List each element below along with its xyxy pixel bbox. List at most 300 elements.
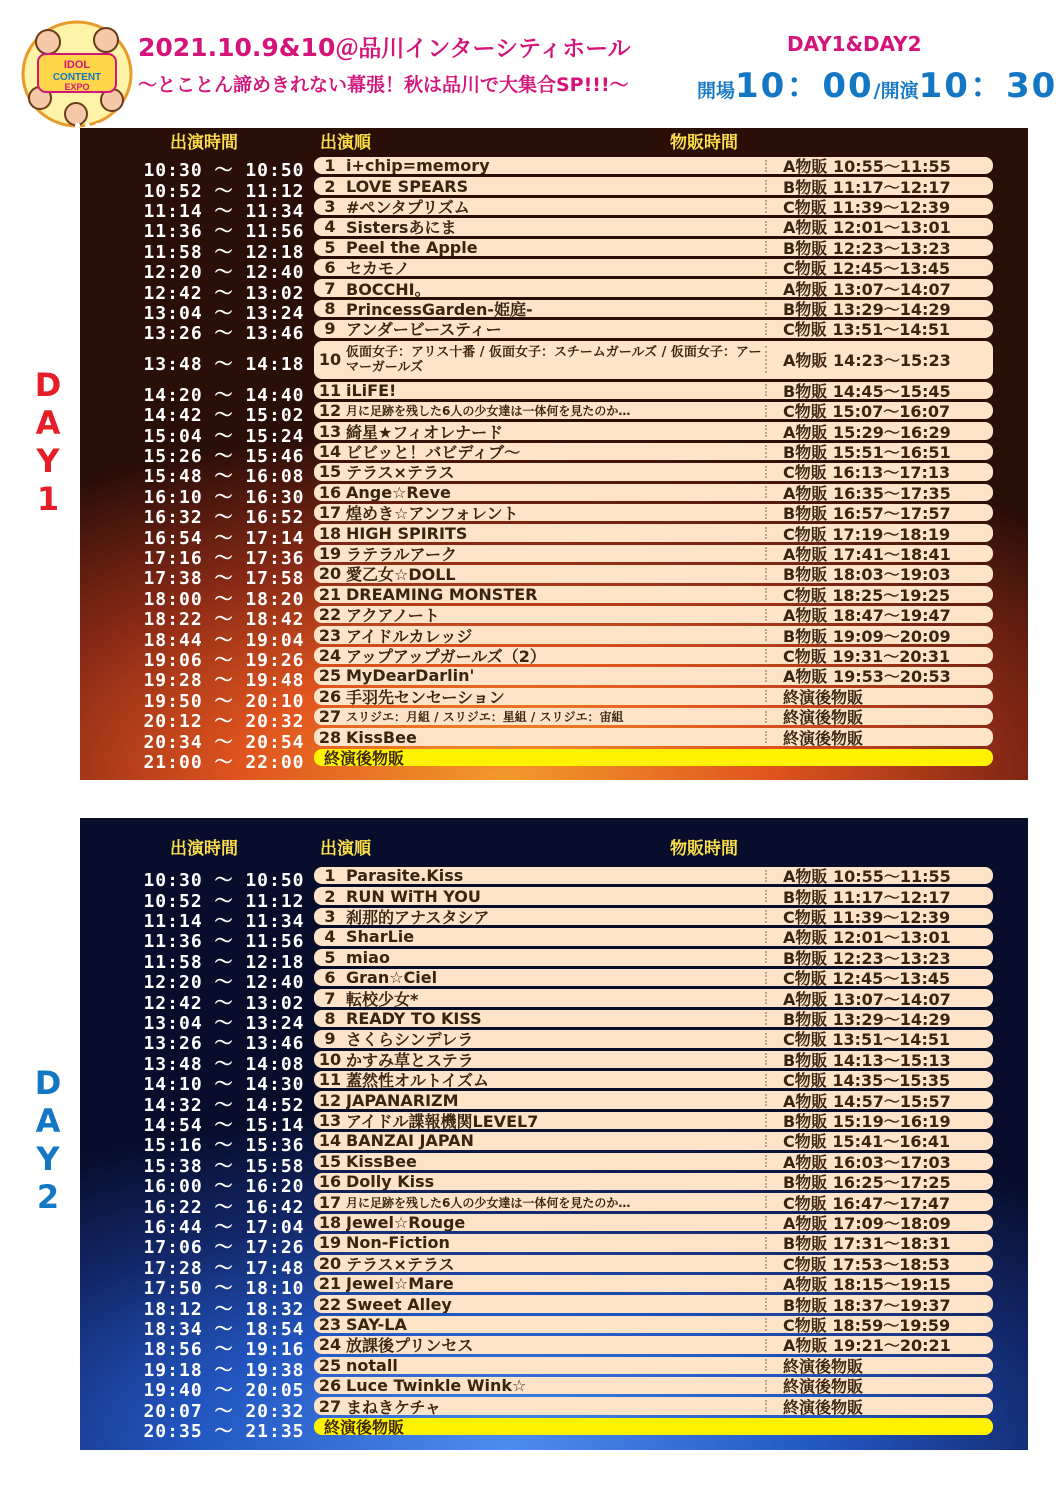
performer-order: 5 (324, 238, 336, 256)
performer-order: 1 (324, 157, 336, 175)
performer-name: READY TO KISS (346, 1009, 482, 1028)
performer-row (314, 1091, 993, 1108)
merch-time: B物販 13:29～14:29 (783, 1010, 951, 1028)
performer-row (314, 402, 993, 419)
performer-row (314, 382, 993, 399)
slot-time: 13:04 ～ 13:24 (143, 303, 305, 324)
merch-time: B物販 19:09～20:09 (783, 626, 951, 644)
performer-row (314, 1255, 993, 1272)
merch-time: C物販 17:19～18:19 (783, 524, 951, 542)
merch-time: A物販 10:55～11:55 (783, 157, 951, 175)
merch-time: B物販 14:45～15:45 (783, 381, 951, 399)
slot-time: 19:40 ～ 20:05 (143, 1380, 305, 1402)
performer-row (314, 1275, 993, 1292)
slot-time: 18:00 ～ 18:20 (143, 588, 305, 610)
slot-time: 21:00 ～ 22:00 (143, 752, 305, 773)
performer-row (314, 157, 993, 174)
performer-name: LOVE SPEARS (346, 177, 469, 195)
performer-name: 愛乙女☆DOLL (346, 565, 456, 583)
slot-time: 17:50 ～ 18:10 (143, 1278, 305, 1300)
day2-label-char: D (34, 1064, 62, 1102)
merch-time: A物販 15:29～16:29 (783, 422, 951, 440)
slot-time: 11:14 ～ 11:34 (143, 911, 305, 932)
merch-time: B物販 16:25～17:25 (783, 1173, 951, 1191)
col-time-header: 出演時間 (170, 839, 238, 859)
performer-name: テラス×テラス (346, 463, 455, 481)
slot-time: 15:04 ～ 15:24 (143, 425, 305, 447)
performer-order: 9 (324, 320, 336, 338)
start-time: 10：30 (918, 66, 1058, 106)
performer-row (314, 259, 993, 276)
performer-name: Peel the Apple (346, 238, 478, 256)
performer-name: miao (346, 948, 390, 966)
merch-time: C物販 15:07～16:07 (783, 402, 951, 420)
performer-order: 16 (318, 1173, 342, 1191)
performer-name: 蓋然性オルトイズム (346, 1071, 490, 1089)
event-venue: ＠品川インターシティホール (335, 36, 631, 62)
performer-order: 17 (318, 504, 342, 522)
performer-row (314, 218, 993, 235)
slot-time: 20:34 ～ 20:54 (143, 731, 305, 753)
day1-label (28, 366, 68, 518)
merch-time: A物販 14:57～15:57 (783, 1091, 951, 1109)
performer-row (314, 1397, 993, 1414)
slot-time: 11:36 ～ 11:56 (143, 221, 305, 243)
slot-time: 16:44 ～ 17:04 (143, 1217, 305, 1238)
col-order-header: 出演順 (320, 839, 371, 859)
slot-time: 14:20 ～ 14:40 (143, 384, 305, 406)
performer-row (314, 586, 993, 603)
performer-order: 8 (324, 299, 336, 318)
performer-order: 23 (318, 1315, 342, 1334)
day2-label (28, 1064, 68, 1216)
performer-order: 14 (318, 1132, 342, 1150)
performer-name: Jewel☆Rouge (346, 1213, 466, 1232)
performer-order: 22 (318, 606, 342, 624)
performer-order: 18 (318, 524, 342, 542)
slot-time: 17:38 ～ 17:58 (143, 568, 305, 590)
performer-name: BOCCHI。 (346, 279, 431, 297)
slot-time: 11:14 ～ 11:34 (143, 201, 305, 222)
performer-row (314, 484, 993, 501)
days-label: DAY1&DAY2 (787, 32, 922, 56)
start-label: 開演 (880, 80, 919, 102)
performer-row (314, 1153, 993, 1170)
performer-name: Sweet Alley (346, 1295, 452, 1313)
performer-order: 7 (324, 989, 336, 1007)
slot-time: 18:22 ～ 18:42 (143, 609, 305, 631)
performer-row (314, 728, 993, 745)
day1-label-char: A (35, 404, 61, 442)
merch-time: B物販 14:13～15:13 (783, 1050, 951, 1068)
slot-time: 17:16 ～ 17:36 (143, 548, 305, 569)
performer-row (314, 1316, 993, 1333)
performer-name: Ange☆Reve (346, 483, 451, 501)
slot-time: 19:18 ～ 19:38 (143, 1359, 305, 1381)
performer-order: 2 (324, 177, 336, 195)
day2-label-char: A (35, 1102, 61, 1140)
slot-time: 19:50 ～ 20:10 (143, 690, 305, 712)
performer-name: MyDearDarlin' (346, 667, 475, 685)
performer-name: かすみ草とステラ (346, 1050, 474, 1068)
performer-row (314, 504, 993, 521)
performer-name: ラテラルアーク (346, 545, 458, 563)
final-merch-text: 終演後物販 (324, 749, 405, 767)
performer-row (314, 928, 993, 945)
performer-order: 17 (318, 1193, 342, 1211)
performer-name: Parasite.Kiss (346, 867, 464, 885)
performer-row (314, 1295, 993, 1312)
performer-name: notall (346, 1356, 398, 1374)
slot-time: 20:12 ～ 20:32 (143, 711, 305, 733)
performer-name: 転校少女* (346, 989, 419, 1007)
performer-name: Non-Fiction (346, 1234, 450, 1252)
slot-time: 15:48 ～ 16:08 (143, 466, 305, 488)
performer-order: 25 (318, 667, 342, 685)
performer-name: DREAMING MONSTER (346, 585, 538, 603)
merch-time: C物販 16:47～17:47 (783, 1193, 951, 1211)
performer-row (314, 565, 993, 582)
performer-row (314, 867, 993, 884)
col-merch-header: 物販時間 (670, 839, 738, 859)
performer-order: 23 (318, 626, 342, 644)
col-merch-header: 物販時間 (670, 133, 738, 153)
slot-time: 18:44 ～ 19:04 (143, 629, 305, 651)
performer-name: RUN WiTH YOU (346, 887, 481, 905)
merch-time: 終演後物販 (783, 1356, 864, 1374)
slot-time: 20:07 ～ 20:32 (143, 1400, 305, 1422)
performer-name: アイドルカレッジ (346, 626, 473, 644)
slot-time: 12:42 ～ 13:02 (143, 282, 305, 304)
performer-name: SharLie (346, 928, 415, 946)
performer-name: 綺星★フィオレナード (346, 422, 504, 440)
slash: / (873, 80, 881, 102)
merch-time: C物販 19:31～20:31 (783, 647, 951, 665)
performer-row (314, 606, 993, 623)
merch-time: C物販 16:13～17:13 (783, 463, 951, 481)
slot-time: 12:42 ～ 13:02 (143, 992, 305, 1014)
performer-row (314, 949, 993, 966)
performer-row (314, 198, 993, 215)
slot-time: 10:52 ～ 11:12 (143, 180, 305, 202)
performer-name: KissBee (346, 728, 417, 746)
slot-time: 15:38 ～ 15:58 (143, 1155, 305, 1177)
slot-time: 18:12 ～ 18:32 (143, 1298, 305, 1320)
merch-time: C物販 15:41～16:41 (783, 1132, 951, 1150)
merch-time: A物販 12:01～13:01 (783, 218, 951, 236)
performer-name: HIGH SPIRITS (346, 524, 468, 542)
event-date-venue (138, 30, 631, 63)
performer-name: 刹那的アナスタシア (346, 908, 490, 926)
performer-order: 26 (318, 1377, 342, 1395)
day1-label-char: D (34, 366, 62, 404)
performer-name: アンダービースティー (346, 320, 502, 338)
merch-time: 終演後物販 (783, 687, 864, 705)
slot-time: 16:00 ～ 16:20 (143, 1176, 305, 1198)
performer-row (314, 524, 993, 541)
performer-name: Dolly Kiss (346, 1173, 435, 1191)
slot-time: 11:36 ～ 11:56 (143, 931, 305, 953)
performer-order: 24 (318, 1336, 342, 1354)
performer-order: 20 (318, 565, 342, 583)
performer-order: 7 (324, 279, 336, 297)
performer-order: 10 (318, 1050, 342, 1068)
performer-name: ビビッと！バビディブ～ (346, 443, 521, 461)
performer-order: 1 (324, 867, 336, 885)
performer-name: iLiFE! (346, 381, 397, 399)
merch-time: B物販 12:23～13:23 (783, 238, 951, 256)
slot-time: 19:06 ～ 19:26 (143, 650, 305, 671)
performer-name: Sistersあにま (346, 218, 457, 236)
slot-time: 10:30 ～ 10:50 (143, 160, 305, 182)
performer-row (314, 422, 993, 439)
event-subtitle: ～とことん諦めきれない幕張！秋は品川で大集合SP!!!～ (138, 74, 629, 96)
merch-time: A物販 12:01～13:01 (783, 928, 951, 946)
performer-name: KissBee (346, 1152, 417, 1170)
day1-label-char: 1 (36, 480, 60, 518)
merch-time: A物販 13:07～14:07 (783, 989, 951, 1007)
slot-time: 10:52 ～ 11:12 (143, 890, 305, 912)
col-time-header: 出演時間 (170, 133, 238, 153)
merch-time: 終演後物販 (783, 708, 864, 726)
performer-row (314, 1234, 993, 1251)
slot-time: 16:10 ～ 16:30 (143, 486, 305, 508)
slot-time: 18:56 ～ 19:16 (143, 1339, 305, 1361)
performer-row (314, 1377, 993, 1394)
performer-order: 13 (318, 422, 342, 440)
performer-order: 21 (318, 585, 342, 603)
performer-row (314, 1336, 993, 1353)
merch-time: A物販 14:23～15:23 (783, 351, 951, 371)
merch-time: A物販 10:55～11:55 (783, 867, 951, 885)
final-merch-text: 終演後物販 (324, 1418, 405, 1436)
slot-time: 12:20 ～ 12:40 (143, 972, 305, 994)
svg-text:CONTENT: CONTENT (52, 72, 102, 83)
performer-order: 10 (318, 350, 342, 370)
slot-time: 14:10 ～ 14:30 (143, 1074, 305, 1096)
merch-time: B物販 17:31～18:31 (783, 1234, 951, 1252)
slot-time: 14:32 ～ 14:52 (143, 1094, 305, 1116)
performer-order: 19 (318, 544, 342, 563)
merch-time: B物販 18:03～19:03 (783, 565, 951, 583)
slot-time: 10:30 ～ 10:50 (143, 870, 305, 892)
day2-timetable (80, 818, 1028, 1450)
performer-name: まねきケチャ (346, 1397, 441, 1415)
slot-time: 12:20 ～ 12:40 (143, 262, 305, 284)
performer-row (314, 1214, 993, 1231)
day1-label-char: Y (36, 442, 60, 480)
slot-time: 20:35 ～ 21:35 (143, 1421, 305, 1442)
performer-name: 仮面女子：アリス十番 / 仮面女子：スチームガールズ / 仮面女子：アーマーガールズ (346, 344, 762, 375)
performer-row (314, 1357, 993, 1374)
slot-time: 16:54 ～ 17:14 (143, 527, 305, 549)
performer-order: 12 (318, 402, 342, 420)
merch-time: A物販 17:41～18:41 (783, 545, 951, 563)
performer-name: SAY-LA (346, 1315, 407, 1334)
merch-time: A物販 18:15～19:15 (783, 1275, 951, 1293)
performer-name: セカモノ (346, 259, 410, 277)
performer-row (314, 887, 993, 904)
merch-time: A物販 19:53～20:53 (783, 667, 951, 685)
slot-time: 14:42 ～ 15:02 (143, 405, 305, 427)
performer-name: アクアノート (346, 606, 440, 624)
performer-name: Luce Twinkle Wink☆ (346, 1377, 527, 1395)
slot-time: 13:26 ～ 13:46 (143, 323, 305, 345)
performer-name: アップアップガールズ（2） (346, 647, 546, 665)
performer-order: 8 (324, 1009, 336, 1028)
performer-row (314, 989, 993, 1006)
performer-order: 12 (318, 1091, 342, 1109)
performer-name: 月に足跡を残した6人の少女達は一体何を見たのか… (346, 1195, 631, 1210)
performer-order: 6 (324, 969, 336, 987)
performer-order: 11 (318, 381, 342, 399)
performer-order: 3 (324, 197, 336, 216)
performer-order: 22 (318, 1295, 342, 1313)
performer-row (314, 626, 993, 643)
slot-time: 13:48 ～ 14:08 (143, 1053, 305, 1075)
performer-row (314, 463, 993, 480)
performer-name: 煌めき☆アンフォレント (346, 504, 519, 522)
performer-name: 手羽先センセーション (346, 687, 505, 705)
performer-order: 18 (318, 1213, 342, 1232)
slot-time: 11:58 ～ 12:18 (143, 951, 305, 973)
performer-name: 放課後プリンセス (346, 1336, 474, 1354)
performer-name: JAPANARIZM (346, 1091, 459, 1109)
performer-name: アイドル諜報機関LEVEL7 (346, 1112, 539, 1130)
slot-time: 15:16 ～ 15:36 (143, 1135, 305, 1157)
performer-row (314, 667, 993, 684)
performer-row (314, 300, 993, 317)
merch-time: A物販 16:03～17:03 (783, 1152, 951, 1170)
performer-name: #ペンタプリズム (346, 198, 470, 216)
svg-text:IDOL: IDOL (63, 59, 91, 71)
performer-row (314, 969, 993, 986)
merch-time: B物販 11:17～12:17 (783, 177, 951, 195)
final-merch-row (314, 749, 993, 766)
performer-row (314, 1071, 993, 1088)
performer-order: 20 (318, 1254, 342, 1272)
merch-time: C物販 13:51～14:51 (783, 320, 951, 338)
performer-order: 27 (318, 1397, 342, 1415)
performer-order: 2 (324, 887, 336, 905)
slot-time: 17:06 ～ 17:26 (143, 1237, 305, 1259)
performer-order: 15 (318, 463, 342, 481)
slot-time: 16:32 ～ 16:52 (143, 507, 305, 529)
performer-name: Gran☆Ciel (346, 969, 438, 987)
merch-time: B物販 13:29～14:29 (783, 300, 951, 318)
merch-time: A物販 13:07～14:07 (783, 279, 951, 297)
performer-row (314, 177, 993, 194)
performer-row (314, 443, 993, 460)
performer-order: 15 (318, 1152, 342, 1170)
merch-time: C物販 11:39～12:39 (783, 198, 951, 216)
performer-name: PrincessGarden-姫庭- (346, 300, 533, 318)
merch-time: C物販 18:25～19:25 (783, 585, 951, 603)
merch-time: C物販 18:59～19:59 (783, 1316, 951, 1334)
merch-time: A物販 16:35～17:35 (783, 483, 951, 501)
slot-time: 13:04 ～ 13:24 (143, 1013, 305, 1034)
performer-row (314, 320, 993, 337)
performer-order: 13 (318, 1111, 342, 1130)
slot-time: 13:26 ～ 13:46 (143, 1033, 305, 1055)
merch-time: C物販 17:53～18:53 (783, 1254, 951, 1272)
merch-time: B物販 15:19～16:19 (783, 1112, 951, 1130)
performer-row (314, 279, 993, 296)
merch-time: C物販 12:45～13:45 (783, 969, 951, 987)
performer-order: 19 (318, 1234, 342, 1252)
performer-name: さくらシンデレラ (346, 1030, 474, 1048)
performer-order: 21 (318, 1275, 342, 1293)
merch-time: A物販 19:21～20:21 (783, 1336, 951, 1354)
performer-order: 6 (324, 259, 336, 277)
merch-time: A物販 17:09～18:09 (783, 1214, 951, 1232)
performer-row (314, 708, 993, 725)
day1-timetable (80, 128, 1028, 780)
performer-row (314, 239, 993, 256)
performer-order: 28 (318, 728, 342, 746)
performer-order: 25 (318, 1356, 342, 1374)
performer-order: 14 (318, 442, 342, 461)
performer-name: テラス×テラス (346, 1254, 455, 1272)
performer-order: 26 (318, 687, 342, 705)
performer-order: 4 (324, 218, 336, 236)
final-merch-row (314, 1418, 993, 1435)
open-time: 10：00 (735, 66, 874, 106)
open-label: 開場 (697, 80, 736, 102)
open-start-times (697, 58, 1057, 107)
slot-time: 13:48 ～ 14:18 (143, 354, 305, 376)
merch-time: B物販 16:57～17:57 (783, 504, 951, 522)
performer-row (314, 1112, 993, 1129)
performer-order: 3 (324, 907, 336, 926)
performer-order: 24 (318, 646, 342, 665)
performer-row (314, 1030, 993, 1047)
merch-time: B物販 12:23～13:23 (783, 948, 951, 966)
idol-content-expo-logo (18, 14, 136, 132)
slot-time: 16:22 ～ 16:42 (143, 1196, 305, 1218)
svg-text:EXPO: EXPO (64, 82, 90, 92)
merch-time: B物販 11:17～12:17 (783, 887, 951, 905)
performer-order: 9 (324, 1030, 336, 1048)
performer-order: 27 (318, 708, 342, 726)
performer-order: 5 (324, 948, 336, 966)
slot-time: 14:54 ～ 15:14 (143, 1115, 305, 1136)
merch-time: C物販 11:39～12:39 (783, 908, 951, 926)
performer-row (314, 1173, 993, 1190)
performer-row (314, 908, 993, 925)
merch-time: C物販 13:51～14:51 (783, 1030, 951, 1048)
event-date: 2021.10.9&10 (138, 33, 336, 62)
performer-name: Jewel☆Mare (346, 1275, 454, 1293)
day2-label-char: 2 (36, 1178, 60, 1216)
performer-order: 16 (318, 483, 342, 501)
slot-time: 18:34 ～ 18:54 (143, 1319, 305, 1340)
col-order-header: 出演順 (320, 133, 371, 153)
performer-row (314, 647, 993, 664)
slot-time: 17:28 ～ 17:48 (143, 1257, 305, 1279)
merch-time: A物販 18:47～19:47 (783, 606, 951, 624)
performer-row (314, 1051, 993, 1068)
performer-row (314, 1132, 993, 1149)
performer-row (314, 341, 993, 379)
slot-time: 15:26 ～ 15:46 (143, 446, 305, 467)
performer-row (314, 545, 993, 562)
performer-row (314, 1193, 993, 1210)
performer-order: 4 (324, 928, 336, 946)
merch-time: B物販 18:37～19:37 (783, 1295, 951, 1313)
performer-name: スリジエ：月組 / スリジエ：星組 / スリジエ：宙組 (346, 710, 624, 725)
slot-time: 11:58 ～ 12:18 (143, 241, 305, 263)
